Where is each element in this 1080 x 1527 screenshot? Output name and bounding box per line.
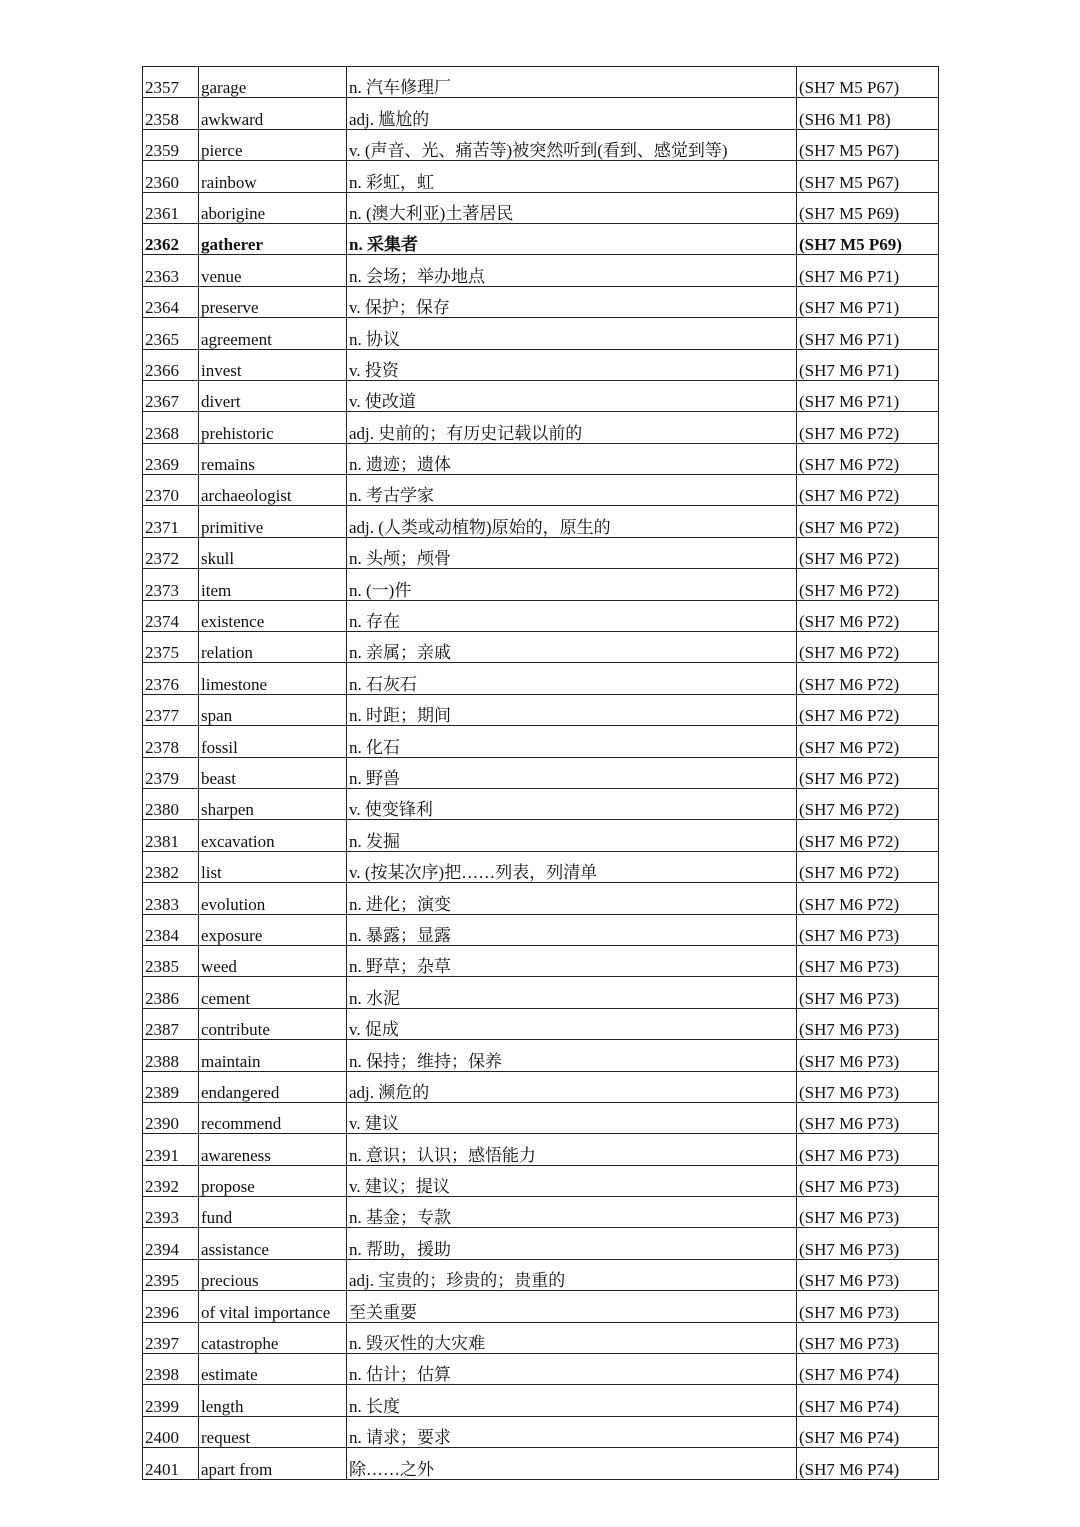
entry-word: span [199,694,347,725]
entry-number: 2396 [143,1291,199,1322]
entry-number: 2388 [143,1040,199,1071]
table-row [143,694,939,725]
entry-number: 2395 [143,1259,199,1290]
entry-reference: (SH7 M6 P72) [797,788,939,819]
entry-number: 2399 [143,1385,199,1416]
entry-definition: n. (澳大利亚)土著居民 [347,192,797,223]
entry-word: assistance [199,1228,347,1259]
entry-definition: n. (一)件 [347,569,797,600]
entry-reference: (SH7 M6 P71) [797,318,939,349]
entry-definition: v. 投资 [347,349,797,380]
vocabulary-table-body [143,67,939,1480]
table-row [143,1385,939,1416]
entry-definition: v. (声音、光、痛苦等)被突然听到(看到、感觉到等) [347,129,797,160]
entry-word: awkward [199,98,347,129]
table-row [143,1228,939,1259]
entry-definition: n. 毁灭性的大灾难 [347,1322,797,1353]
entry-word: aborigine [199,192,347,223]
entry-definition: n. 意识；认识；感悟能力 [347,1134,797,1165]
table-row [143,1165,939,1196]
table-row [143,380,939,411]
table-row [143,349,939,380]
entry-reference: (SH7 M6 P73) [797,1008,939,1039]
table-row [143,663,939,694]
entry-definition: n. 请求；要求 [347,1416,797,1447]
entry-word: garage [199,67,347,98]
entry-definition: v. 保护；保存 [347,286,797,317]
entry-reference: (SH7 M6 P72) [797,443,939,474]
entry-reference: (SH7 M6 P73) [797,1071,939,1102]
entry-definition: adj. 史前的；有历史记载以前的 [347,412,797,443]
entry-word: endangered [199,1071,347,1102]
entry-definition: n. 会场；举办地点 [347,255,797,286]
entry-definition: n. 遗迹；遗体 [347,443,797,474]
entry-word: maintain [199,1040,347,1071]
table-row [143,161,939,192]
entry-reference: (SH7 M6 P72) [797,600,939,631]
entry-word: fossil [199,726,347,757]
entry-number: 2386 [143,977,199,1008]
entry-reference: (SH7 M6 P72) [797,820,939,851]
entry-reference: (SH7 M5 P69) [797,192,939,223]
table-row [143,1354,939,1385]
entry-number: 2400 [143,1416,199,1447]
entry-word: venue [199,255,347,286]
entry-number: 2373 [143,569,199,600]
entry-definition: n. 估计；估算 [347,1354,797,1385]
entry-definition: n. 暴露；显露 [347,914,797,945]
entry-number: 2357 [143,67,199,98]
entry-definition: n. 帮助，援助 [347,1228,797,1259]
entry-word: relation [199,632,347,663]
entry-word: divert [199,380,347,411]
entry-reference: (SH7 M6 P72) [797,757,939,788]
entry-number: 2381 [143,820,199,851]
entry-word: length [199,1385,347,1416]
entry-reference: (SH7 M6 P72) [797,569,939,600]
entry-number: 2364 [143,286,199,317]
table-row [143,1416,939,1447]
entry-reference: (SH7 M6 P74) [797,1385,939,1416]
table-row [143,977,939,1008]
entry-word: awareness [199,1134,347,1165]
entry-number: 2393 [143,1197,199,1228]
entry-reference: (SH7 M5 P67) [797,67,939,98]
table-row [143,412,939,443]
entry-word: cement [199,977,347,1008]
entry-word: skull [199,537,347,568]
table-row [143,632,939,663]
table-row [143,1291,939,1322]
vocabulary-table [142,66,939,1480]
entry-word: propose [199,1165,347,1196]
table-row [143,192,939,223]
entry-reference: (SH7 M6 P72) [797,663,939,694]
entry-definition: n. 汽车修理厂 [347,67,797,98]
table-row [143,851,939,882]
table-row [143,820,939,851]
table-row [143,129,939,160]
entry-number: 2401 [143,1448,199,1479]
entry-number: 2378 [143,726,199,757]
table-row [143,600,939,631]
table-row [143,443,939,474]
entry-reference: (SH6 M1 P8) [797,98,939,129]
entry-reference: (SH7 M6 P73) [797,1322,939,1353]
table-row [143,1102,939,1133]
entry-definition: adj. (人类或动植物)原始的，原生的 [347,506,797,537]
table-row [143,757,939,788]
entry-number: 2397 [143,1322,199,1353]
entry-reference: (SH7 M6 P71) [797,380,939,411]
entry-reference: (SH7 M6 P71) [797,255,939,286]
entry-definition: 至关重要 [347,1291,797,1322]
table-row [143,1448,939,1479]
entry-number: 2384 [143,914,199,945]
entry-number: 2389 [143,1071,199,1102]
entry-number: 2391 [143,1134,199,1165]
table-row [143,1259,939,1290]
entry-reference: (SH7 M6 P72) [797,475,939,506]
entry-word: excavation [199,820,347,851]
entry-reference: (SH7 M6 P72) [797,537,939,568]
entry-word: pierce [199,129,347,160]
entry-reference: (SH7 M6 P72) [797,694,939,725]
entry-reference: (SH7 M6 P73) [797,1165,939,1196]
table-row [143,1071,939,1102]
table-row [143,537,939,568]
entry-number: 2367 [143,380,199,411]
entry-word: fund [199,1197,347,1228]
table-row [143,914,939,945]
entry-number: 2390 [143,1102,199,1133]
entry-definition: n. 保持；维持；保养 [347,1040,797,1071]
entry-number: 2383 [143,883,199,914]
entry-word: list [199,851,347,882]
entry-reference: (SH7 M6 P72) [797,632,939,663]
entry-word: gatherer [199,223,347,254]
table-row [143,286,939,317]
entry-definition: adj. 宝贵的；珍贵的；贵重的 [347,1259,797,1290]
entry-word: preserve [199,286,347,317]
entry-number: 2382 [143,851,199,882]
entry-number: 2371 [143,506,199,537]
entry-number: 2361 [143,192,199,223]
entry-definition: v. 促成 [347,1008,797,1039]
entry-word: of vital importance [199,1291,347,1322]
entry-definition: n. 协议 [347,318,797,349]
entry-definition: v. (按某次序)把……列表，列清单 [347,851,797,882]
entry-word: rainbow [199,161,347,192]
entry-definition: n. 存在 [347,600,797,631]
entry-definition: n. 发掘 [347,820,797,851]
entry-definition: n. 基金；专款 [347,1197,797,1228]
entry-word: exposure [199,914,347,945]
entry-number: 2358 [143,98,199,129]
entry-definition: v. 使改道 [347,380,797,411]
entry-word: sharpen [199,788,347,819]
table-row [143,67,939,98]
entry-word: catastrophe [199,1322,347,1353]
table-row [143,1197,939,1228]
entry-definition: n. 考古学家 [347,475,797,506]
entry-reference: (SH7 M6 P71) [797,286,939,317]
entry-definition: n. 头颅；颅骨 [347,537,797,568]
table-row [143,1008,939,1039]
table-row [143,255,939,286]
entry-word: agreement [199,318,347,349]
entry-number: 2369 [143,443,199,474]
entry-number: 2359 [143,129,199,160]
table-row [143,98,939,129]
entry-number: 2398 [143,1354,199,1385]
entry-definition: n. 进化；演变 [347,883,797,914]
entry-word: estimate [199,1354,347,1385]
entry-number: 2370 [143,475,199,506]
entry-reference: (SH7 M5 P69) [797,223,939,254]
entry-reference: (SH7 M6 P72) [797,883,939,914]
entry-definition: n. 长度 [347,1385,797,1416]
entry-number: 2368 [143,412,199,443]
entry-number: 2375 [143,632,199,663]
entry-number: 2385 [143,945,199,976]
entry-reference: (SH7 M6 P73) [797,1040,939,1071]
entry-reference: (SH7 M6 P72) [797,851,939,882]
entry-number: 2365 [143,318,199,349]
entry-number: 2380 [143,788,199,819]
entry-reference: (SH7 M6 P73) [797,1228,939,1259]
entry-word: contribute [199,1008,347,1039]
table-row [143,945,939,976]
entry-word: prehistoric [199,412,347,443]
entry-definition: n. 石灰石 [347,663,797,694]
entry-reference: (SH7 M6 P71) [797,349,939,380]
entry-definition: n. 亲属；亲戚 [347,632,797,663]
entry-definition: adj. 尴尬的 [347,98,797,129]
entry-definition: v. 建议 [347,1102,797,1133]
table-row [143,883,939,914]
entry-reference: (SH7 M6 P73) [797,977,939,1008]
entry-number: 2377 [143,694,199,725]
entry-reference: (SH7 M5 P67) [797,129,939,160]
entry-word: beast [199,757,347,788]
entry-word: limestone [199,663,347,694]
table-row [143,726,939,757]
entry-reference: (SH7 M6 P73) [797,945,939,976]
entry-word: remains [199,443,347,474]
entry-reference: (SH7 M6 P73) [797,1259,939,1290]
entry-reference: (SH7 M6 P74) [797,1354,939,1385]
entry-reference: (SH7 M6 P72) [797,412,939,443]
entry-definition: v. 使变锋利 [347,788,797,819]
entry-word: primitive [199,506,347,537]
entry-word: evolution [199,883,347,914]
entry-word: existence [199,600,347,631]
entry-definition: n. 采集者 [347,223,797,254]
entry-reference: (SH7 M6 P72) [797,506,939,537]
entry-reference: (SH7 M6 P74) [797,1448,939,1479]
entry-word: precious [199,1259,347,1290]
entry-definition: n. 野兽 [347,757,797,788]
table-row [143,318,939,349]
entry-word: recommend [199,1102,347,1133]
entry-number: 2376 [143,663,199,694]
entry-reference: (SH7 M6 P74) [797,1416,939,1447]
table-row [143,506,939,537]
entry-number: 2363 [143,255,199,286]
table-row [143,1040,939,1071]
entry-number: 2379 [143,757,199,788]
table-row [143,788,939,819]
table-row [143,475,939,506]
entry-reference: (SH7 M6 P72) [797,726,939,757]
entry-definition: 除……之外 [347,1448,797,1479]
entry-word: apart from [199,1448,347,1479]
entry-reference: (SH7 M6 P73) [797,1197,939,1228]
table-row [143,1134,939,1165]
table-row [143,223,939,254]
entry-definition: v. 建议；提议 [347,1165,797,1196]
entry-number: 2374 [143,600,199,631]
entry-definition: n. 时距；期间 [347,694,797,725]
entry-number: 2387 [143,1008,199,1039]
entry-number: 2362 [143,223,199,254]
entry-word: archaeologist [199,475,347,506]
entry-word: invest [199,349,347,380]
entry-reference: (SH7 M6 P73) [797,1291,939,1322]
entry-definition: n. 野草；杂草 [347,945,797,976]
entry-word: weed [199,945,347,976]
entry-number: 2392 [143,1165,199,1196]
entry-number: 2372 [143,537,199,568]
table-row [143,1322,939,1353]
entry-definition: adj. 濒危的 [347,1071,797,1102]
entry-number: 2394 [143,1228,199,1259]
entry-reference: (SH7 M6 P73) [797,1134,939,1165]
entry-word: item [199,569,347,600]
entry-word: request [199,1416,347,1447]
entry-definition: n. 化石 [347,726,797,757]
entry-reference: (SH7 M6 P73) [797,1102,939,1133]
entry-reference: (SH7 M5 P67) [797,161,939,192]
entry-reference: (SH7 M6 P73) [797,914,939,945]
table-row [143,569,939,600]
entry-number: 2366 [143,349,199,380]
entry-definition: n. 水泥 [347,977,797,1008]
entry-definition: n. 彩虹，虹 [347,161,797,192]
entry-number: 2360 [143,161,199,192]
